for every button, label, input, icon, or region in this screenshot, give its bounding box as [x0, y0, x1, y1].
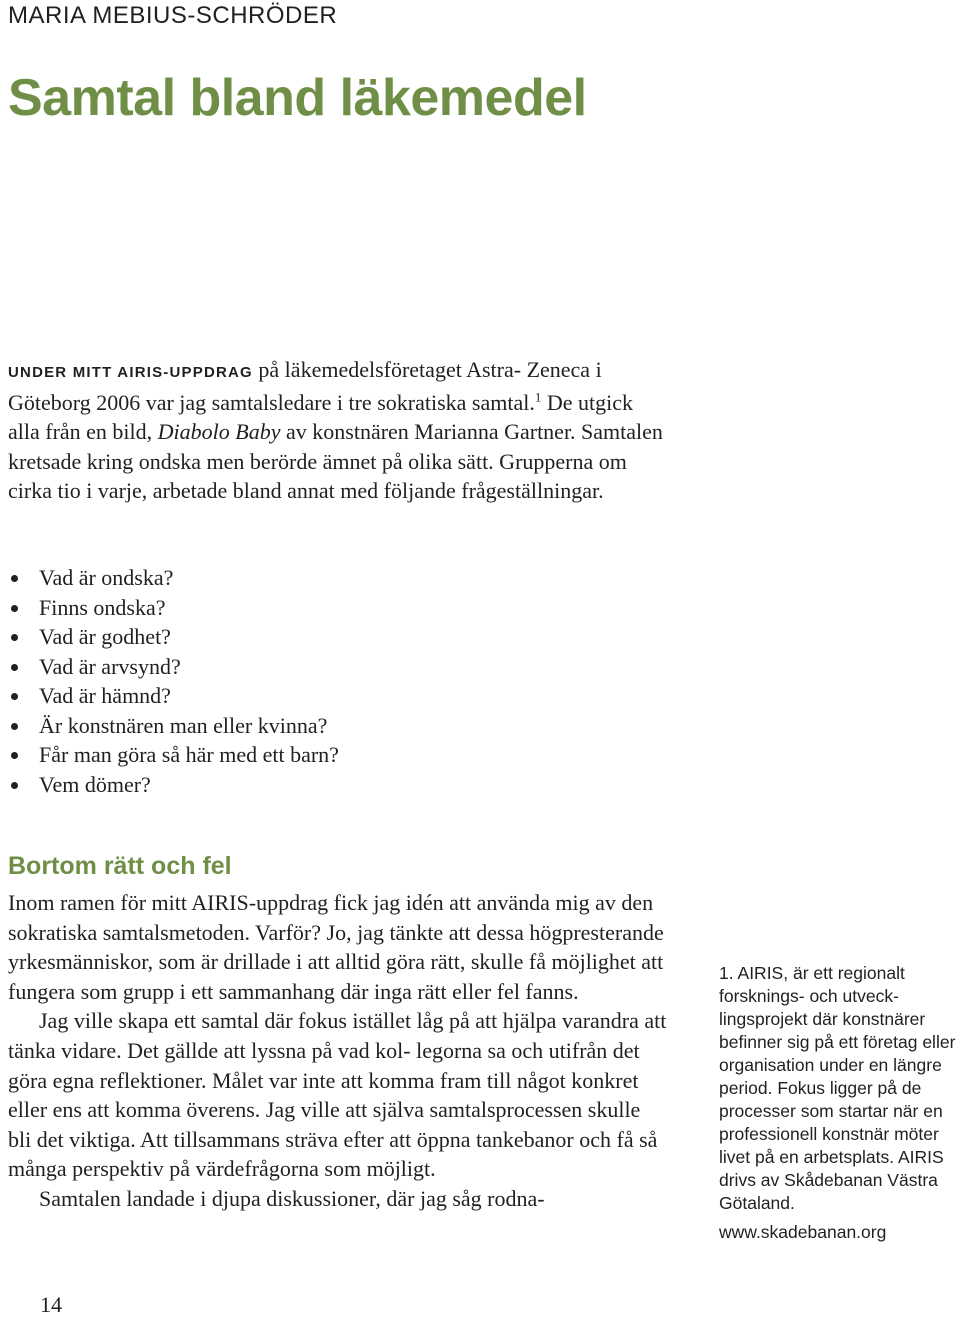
- page-title: Samtal bland läkemedel: [8, 69, 587, 127]
- lead-in: UNDER MITT AIRIS-UPPDRAG: [8, 364, 253, 381]
- list-item: Vad är arvsynd?: [8, 652, 339, 682]
- list-item: Vad är godhet?: [8, 622, 339, 652]
- question-list: [8, 563, 339, 799]
- list-item: Är konstnären man eller kvinna?: [8, 711, 339, 741]
- intro-text-1: på läkemedelsföretaget Astra- Zeneca i Göteborg 2006 var jag samtalsledare i tre sokratiska samtal.: [8, 357, 602, 415]
- list-item: Vad är ondska?: [8, 563, 339, 593]
- section-heading: Bortom rätt och fel: [8, 852, 232, 880]
- list-item: Vem dömer?: [8, 770, 339, 800]
- body-paragraph: Jag ville skapa ett samtal där fokus istället låg på att hjälpa varandra att tänka vidare. Det gällde att lyssna på vad kol- legorna sa och utifrån det göra egna reflektioner. Målet var inte att komma fram till något konkret eller ens att komma överens. Jag ville att själva samtalsprocessen skulle bli det viktiga. Att tillsammans sträva efter att öppna tankebanor och få så många perspektiv på värdefrågorna som möjligt.: [8, 1008, 667, 1182]
- intro-text-3: av konstnären Marianna Gartner. Samtalen kretsade kring ondska men berörde ämnet på olika sätt. Grupperna om cirka tio i varje, arbetade bland annat med följande frågeställningar.: [8, 419, 663, 504]
- list-item: Finns ondska?: [8, 593, 339, 623]
- intro-paragraph: [8, 355, 668, 506]
- footnote-link[interactable]: www.skadebanan.org: [719, 1222, 887, 1242]
- list-item: Vad är hämnd?: [8, 681, 339, 711]
- page-number: 14: [40, 1292, 62, 1317]
- list-item: Får man göra så här med ett barn?: [8, 740, 339, 770]
- body-paragraph: Samtalen landade i djupa diskussioner, där jag såg rodna-: [39, 1185, 545, 1211]
- footnote-number: 1.: [719, 963, 734, 983]
- body-paragraph: Inom ramen för mitt AIRIS-uppdrag fick jag idén att använda mig av den sokratiska samtalsmetoden. Varför? Jo, jag tänkte att dessa högpresterande yrkesmänniskor, som är drillade i att alltid göra rätt, skulle få möjlighet att fungera som grupp i ett sammanhang där inga rätt eller fel fanns.: [8, 890, 664, 1004]
- footnote-label: AIRIS: [737, 963, 784, 983]
- intro-text-2: De utgick alla från en bild,: [8, 389, 633, 445]
- artwork-title: Diabolo Baby: [157, 419, 281, 445]
- main-text: [8, 888, 668, 1214]
- footnote: [719, 962, 959, 1244]
- author-name: MARIA MEBIUS-SCHRÖDER: [8, 2, 338, 29]
- footnote-reference[interactable]: 1: [534, 389, 542, 405]
- footnote-text: , är ett regionalt forsknings- och utveck- lingsprojekt där konstnärer befinner sig på ett företag eller organisation under en längre period. Fokus ligger på de processer som startar när en professionell konstnär möter livet på en arbetsplats. AIRIS drivs av Skådebanan Västra Götaland.: [719, 963, 956, 1213]
